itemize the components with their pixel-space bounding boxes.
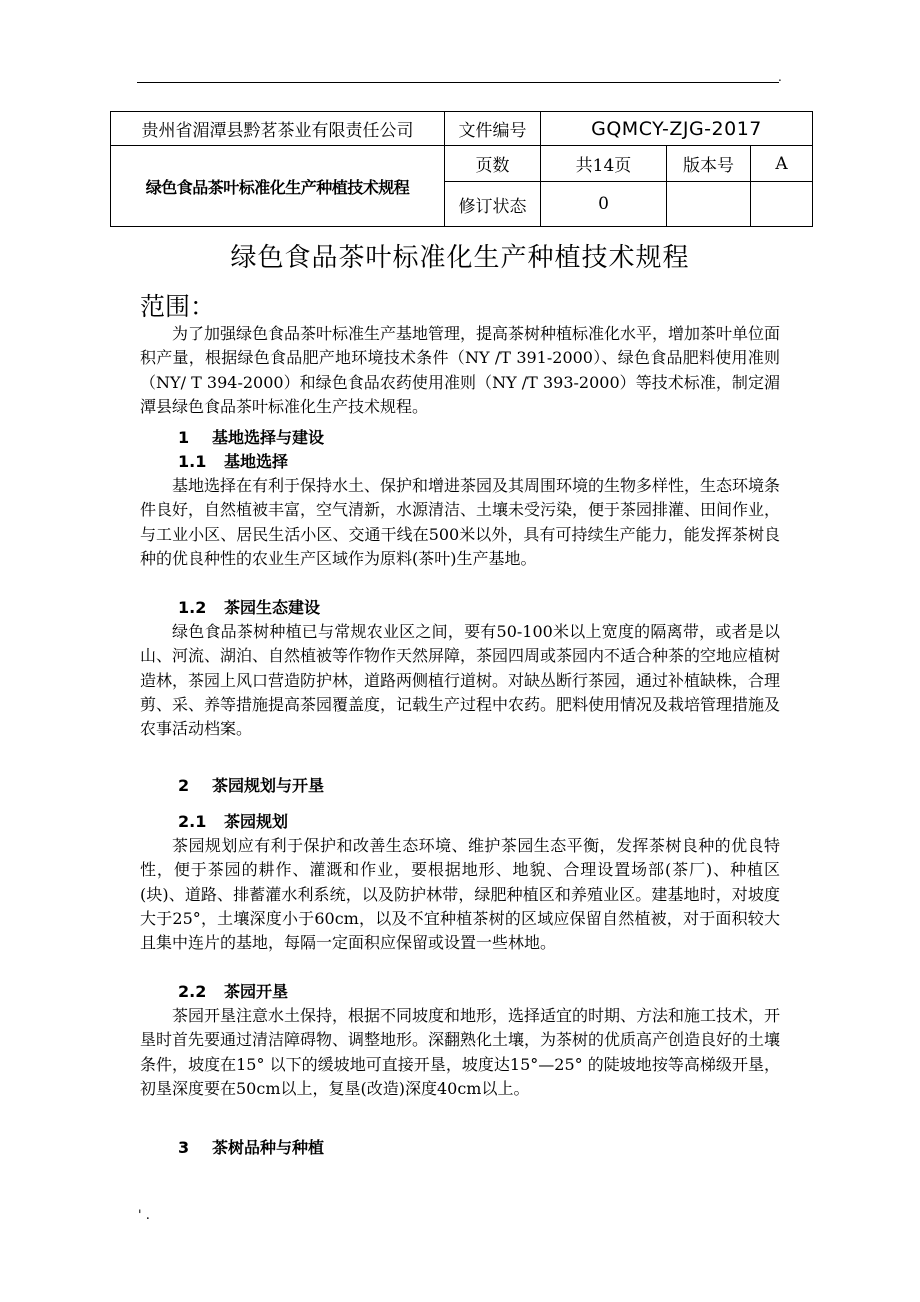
section-2-1-paragraph: 茶园规划应有利于保护和改善生态环境、维护茶园生态平衡，发挥茶树良种的优良特性，便于茶园的耕作、灌溉和作业，要根据地形、地貌、合理设置场部(茶厂)、种植区(块)、道路、排蓄灌水利系统，以及防护林带，绿肥种植区和养殖业区。建基地时，对坡度大于25°，土壤深度小于60cm，以及不宜种植茶树的区域应保留自然植被，对于面积较大且集中连片的基地，每隔一定面积应保留或设置一些林地。 — [140, 836, 780, 953]
section-2-2-heading — [178, 980, 288, 1004]
section-1-heading — [178, 426, 324, 450]
section-title: 茶园规划 — [224, 812, 289, 831]
section-title: 茶树品种与种植 — [212, 1138, 325, 1157]
pages-label: 页数 — [445, 146, 541, 182]
section-2-1-heading — [178, 810, 288, 834]
scope-paragraph: 为了加强绿色食品茶叶标准生产基地管理，提高茶树种植标准化水平，增加茶叶单位面积产量，根据绿色食品肥产地环境技术条件（NY /T 391-2000）、绿色食品肥料使用准则（NY/ T 394-2000）和绿色食品农药使用准则（NY /T 393-2000）等技术标准，制定湄潭县绿色食品茶叶标准化生产技术规程。 — [140, 324, 781, 416]
document-title: 绿色食品茶叶标准化生产种植技术规程 — [230, 243, 690, 273]
document-control-table — [110, 111, 813, 227]
pages-value: 共14页 — [541, 146, 667, 182]
spec-title-cell: 绿色食品茶叶标准化生产种植技术规程 — [111, 146, 445, 227]
section-number: 2.2 — [178, 982, 207, 1001]
section-1-2-heading — [178, 596, 320, 620]
doc-number-label: 文件编号 — [445, 112, 541, 146]
section-title: 茶园生态建设 — [224, 598, 321, 617]
header-rule — [137, 82, 779, 83]
section-number: 2 — [178, 776, 190, 795]
scope-heading: 范围： — [140, 292, 216, 321]
section-3-heading — [178, 1136, 324, 1160]
section-number: 1 — [178, 428, 190, 447]
section-title: 基地选择 — [224, 452, 289, 471]
section-number: 1.2 — [178, 598, 207, 617]
section-2-2-paragraph: 茶园开垦注意水土保持，根据不同坡度和地形，选择适宜的时期、方法和施工技术，开垦时首先要通过清洁障碍物、调整地形。深翻熟化土壤，为茶树的优质高产创造良好的土壤条件，坡度在15° 以下的缓坡地可直接开垦，坡度达15°—25° 的陡坡地按等高梯级开垦，初垦深度要在50cm以上，复垦(改造)深度40cm以上。 — [140, 1006, 781, 1098]
company-name-cell: 贵州省湄潭县黔茗茶业有限责任公司 — [111, 112, 445, 146]
empty-cell — [751, 182, 813, 227]
revision-value: 0 — [541, 182, 667, 227]
doc-number-value: GQMCY-ZJG-2017 — [541, 112, 813, 146]
section-title: 茶园规划与开垦 — [212, 776, 325, 795]
section-number: 3 — [178, 1138, 190, 1157]
empty-cell — [667, 182, 751, 227]
section-title: 基地选择与建设 — [212, 428, 325, 447]
section-title: 茶园开垦 — [224, 982, 289, 1001]
section-1-2-paragraph: 绿色食品茶树种植已与常规农业区之间，要有50-100米以上宽度的隔离带，或者是以山、河流、湖泊、自然植被等作物作天然屏障，茶园四周或茶园内不适合种茶的空地应植树造林，茶园上风口营造防护林，道路两侧植行道树。对缺丛断行茶园，通过补植缺株，合理剪、采、养等措施提高茶园覆盖度，记载生产过程中农药。肥料使用情况及栽培管理措施及农事活动档案。 — [140, 622, 781, 739]
section-number: 1.1 — [178, 452, 207, 471]
revision-label: 修订状态 — [445, 182, 541, 227]
section-1-1-paragraph: 基地选择在有利于保持水土、保护和增进茶园及其周围环境的生物多样性，生态环境条件良好，自然植被丰富，空气清新，水源清洁、土壤未受污染，便于茶园排灌、田间作业，与工业小区、居民生活小区、交通干线在500米以外，具有可持续生产能力，能发挥茶树良种的优良种性的农业生产区域作为原料(茶叶)生产基地。 — [140, 476, 781, 568]
version-label: 版本号 — [667, 146, 751, 182]
section-2-heading — [178, 774, 324, 798]
section-number: 2.1 — [178, 812, 207, 831]
header-dot: . — [778, 70, 782, 84]
version-value: A — [751, 146, 813, 182]
footer-mark: ' . — [138, 1208, 150, 1223]
section-1-1-heading — [178, 450, 288, 474]
